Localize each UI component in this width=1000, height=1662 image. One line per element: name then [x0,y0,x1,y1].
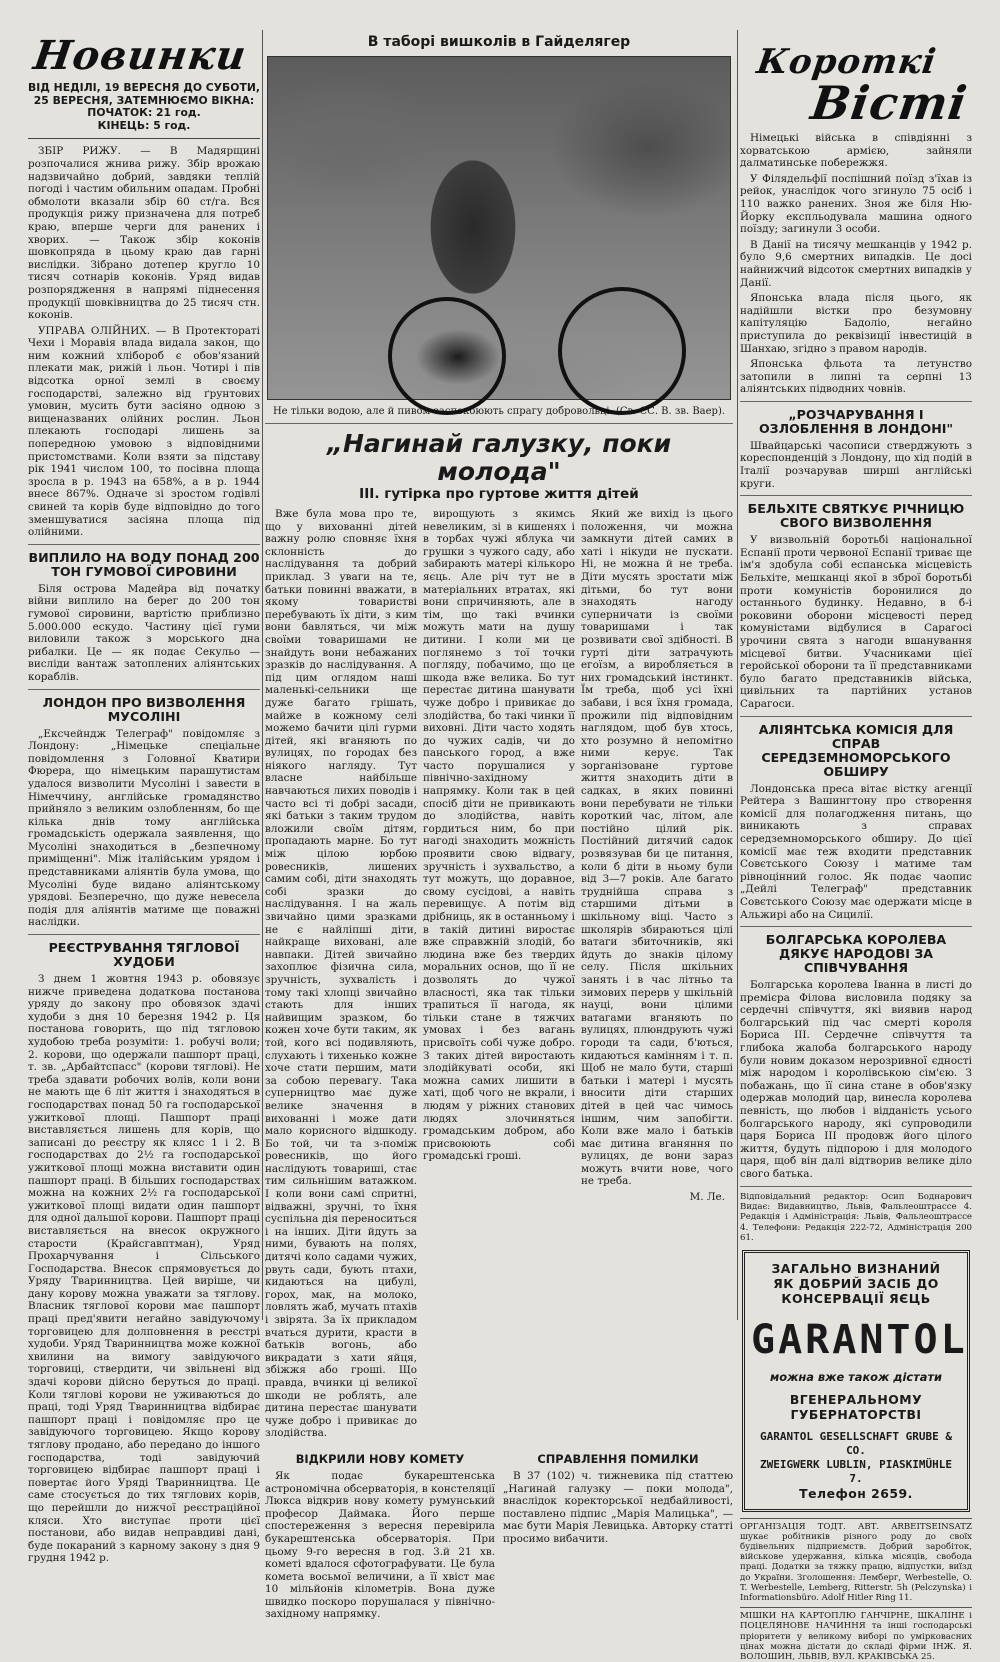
ad-line: КОНСЕРВАЦІЇ ЯЄЦЬ [781,1290,931,1306]
divider [28,544,260,545]
article-column-1 [265,508,417,1443]
headline-london-mussolini: ЛОНДОН ПРО ВИЗВОЛЕННЯ МУСОЛІНІ [42,694,246,724]
column-divider [737,30,738,1320]
blackout-end: КІНЕЦЬ: 5 год. [97,118,191,132]
headline-cattle-registration: РЕЄСТРУВАННЯ ТЯГЛОВОЇ ХУДОБИ [48,940,240,970]
headline-bulgarian-queen: БОЛГАРСЬКА КОРОЛЕВА ДЯКУЄ НАРОДОВІ ЗА СПІВЧУВАННЯ [765,932,947,976]
news-item: Німецькі війська в співдіянні з хорватською армією, зайняли далматинське побережжя. [740,132,972,170]
photo-title: В таборі вишколів в Гайделягер [367,34,631,50]
article-bulgarian-queen: Болгарська королева Іванна в листі до премієра Філова висловила подяку за сердечні співчуття, які виявив народ болгарський під час смерті короля Бориса III. Сердечне співчуття та глибока жалоба болгарського народу були новим доказом нерозривної єдності між народом і королівською сім'єю. З побажань, що її сина стане в обов'язку одержав молодий цар, винесла королева певність, що любов і відданість усього болгарського народу, які супроводили царя Бориса III продовж його цілого життя, будуть підпорою і для молодого царя, щоб він далі відтворив велике діло свого батька. [740,979,972,1180]
divider [740,401,972,402]
novynky-masthead: Новинки [30,32,250,79]
news-item: В Данії на тисячу мешканців у 1942 р. було 9,6 смертних випадків. Це досі найнижчий відсоток смертних випадків у Данії. [740,238,972,289]
main-subheadline: III. гутірка про гуртове життя дітей [359,486,639,502]
article-columns [265,508,733,1443]
bicycle-wheel [558,287,686,415]
divider [28,689,260,690]
article-column-2 [423,508,575,1443]
article-text: Який же вихід із цього положення, чи можна замкнути дітей самих в хаті і нікуди не пускати. Ні, не можна й не треба. Діти мусять зростати між дітьми, бо тут вони знаходять нагоду суперничати із своїми товаришами і так розвивати свої здібності. В гурті діти затрачують егоїзм, а виробляється в них громадський інстинкт. Їм треба, щоб усі їхні забави, і вся їхня громада, прожили під відповідним наглядом, щоб був хтось, хто розумно й непомітно ними керує. Так зорганізоване гуртове життя знаходить діти в садках, в яких повинні вони перебувати не тільки короткий час, літом, але постійно цілий рік. Постійний дитячий садок розвязував би це питання, коли б діти в ньому були від 3—7 років. Але багато труднійша справа з старшими дітьми в шкільному віці. Часто з школярів збираються цілі ватаги збиточників, які йдуть до знаків цілому селу. Після шкільних занять і в час літньо та зимових перерв у шкільній науці, вони цілими ватагами вганяють по вулицях, плюндрують чужі городи та сади, б'ються, кидаються камінням і т. п. Щоб не мало бути, старші батьки і матері і мусять вносити діти старших дітей в цей час чимось іншим, чим запобігти. Коли вже мало і батьків має дитина вганяння по вулицях, де вони зараз можуть вчити нове, чого не треба. [581,508,733,1188]
soldier-bicycle-photo [267,56,731,400]
news-item: Японська фльота та летунство затопили в липні та серпні 13 аліянтських підводних човнів. [740,358,972,396]
blackout-notice [28,82,260,139]
left-column [28,30,260,1565]
ad-line: ЗАГАЛЬНО ВИЗНАНИЙ [771,1260,941,1276]
correction-article [503,1447,733,1624]
column-divider [262,30,263,1320]
masthead-word-2: Вісті [807,76,971,130]
ad-phone: Телефон 2659. [799,1485,913,1501]
right-column [740,30,972,1662]
divider [740,716,972,717]
article-rice-harvest: ЗБІР РИЖУ. — В Мадярщині розпочалися жнива рижу. Збір врожаю надзвичайно добрий, завдяки теплій погоді і частим обильним опадам. Пробні обмолоти вказали збір 60 ст/га. Вся продукція рижу призначена для потреб краю, вперше черги для ранених і хворих. — Також збір коконів шовкопряда в цьому краю дав гарні вислідки. Зібрано дотепер кругло 10 тисяч сотнарів коконів. Уряд видав розпорядження в напрямі піднесення продукції шовківництва до 25 тисяч стн. коконів. [28,145,260,322]
middle-column [265,30,733,1621]
ad-brand-name: GARANTOL [751,1316,968,1363]
article-belchite: У визвольній боротьбі національної Еспанії проти червоної Еспанії триває ще ім'я здобула собі еспанська місцевість Бельхіте, мешканці якої в зброї боротьбі проти комуністів боронилися до останнього будинку. Недавно, в б-і роковини оборони місцевості перед комуністами відбулися в Сарагосі урочини свята з нагоди вшанування місцевої битви. Учасниками цієї геройської оборони та її представниками було багато представників війська, цивільних та партійних установ Сарагоси. [740,534,972,710]
divider [740,495,972,496]
photo-caption: Не тільки водою, але й пивом заспокоюють спрагу добровольці. (Св. СС. В. зв. Ваер). [272,406,726,417]
comet-article [265,1447,495,1624]
article-cattle-registration: З днем 1 жовтня 1943 р. обовязує нижче приведена додаткова постанова уряду до закону про обовязок здачі худоби з дня 10 березня 1942 р. Ця постанова говорить, що під тягловою худобою треба розуміти: 1. робучі воли; 2. корови, що одержали пашпорт праці, т. зв. „Арбайтспасс" (корови тяглові). Не треба здавати робочих волів, коли вони не мають ще 6 літ життя і знаходяться в господарствах понад 50 га господарської ужиткової площі. Пашпорт праці виставляється лишень для корів, що записані до реєстру як клясс 1 і 2. В господарствах до 2½ га господарської ужиткової площі можна виставити один пашпорт праці. В більших господарствах можна на кожних 2½ га господарської ужиткової площі видати один пашпорт для одної дальшої корови. Пашпорт праці виставляється на внесок окружного старости (Крайсгавптман), Уряд Прохарчування і Сільського Господарства. Внесок спрямовується до Уряду Тваринництва. Цей виріше, чи дану корову можна уважати за тяглову. Власник тяглової корови має пашпорт праці пред'явити негайно завідуючому торговицею для долповнення в реєстрі худоби. Уряд Тваринництва може кожної хвилини на вимогу завідуючого торговиці, ствердити, чи звільнені від здачі корови дійсно беруться до праці. Коли тяглові корови не уживаються до праці, тоді Уряд Тваринництва відбирає пашпорт праці і повідомляє про це завідуючого торговицею. Якщо корову тяглову продано, або передано до іншого господарства, тоді завідуючий торговицею відбирає пашпорт праці і повертає його Уряді Тваринництва. Це саме стосується до тих тяглових корів, що перейшли до нижчої реєстраційної кляси. Хто виступає проти цієї постанови, або видав неправдиві дані, буде покараний з карному закону з дня 9 грудня 1942 р. [28,973,260,1565]
article-comet: Як подає букарештенська астрономічна обсерваторія, в констеляції Люкса відкрив нову комету румунський професор Даймака. Його перше спостереження з вересня перевірила букарештенська обсерваторія. При цьому 9-го вересня в год. 3.й 21 хв. кометі вдалося сфотографувати. Це була комета восьмої величини, а її хвіст має 10 мільйонів кілометрів. Вона дуже швидко поскоро порушалася у північно-західному напрямку. [265,1469,495,1621]
editorial-imprint: Відповідальний редактор: Осип Боднарович Видає: Видавництво, Львів, Фальлеоштрассе 4. Редакція і Адміністрація: Львів, Фальлеоштрассе 4. Телефони: Редакція 222-72, Адміністрація 200 61. [740,1191,972,1244]
article-allied-commission: Лондонська преса вітає вістку агенції Рейтера з Вашингтону про створення комісії для полагодження питань, що виникають з справах середземноморського обширу. До цієї комісії має теж входити представник Совєтського Союзу і матиме там рівноцінний голос. Як подає чаопис „Дейлі Телеграф" представник Совєтського Союзу має одержати місце в Альжирі або на Сицилії. [740,782,972,921]
news-item: У Філядельфії поспішний поїзд з'їхав із рейок, унаслідок чого згинуло 75 осіб і 110 важко ранених. Зноя же біля Ню-Йорку експльодувала машина одного поїзду; загинули 3 особи. [740,172,972,236]
article-text: вирощують з якимсь невеликим, зі в кишенях і в торбах чужі яблука чи грушки з чужого саду, або забирають матері кількоро яєць. Але річ тут не в матеріальних втратах, які вони спричиняють, але в тім, що такі вчинки можуть мати на душу дитини. І коли ми це поглянемо з тої точки погляду, побачимо, що це шкода вже велика. Бо тут перестає дитина шанувати чуже добро і привикає до злодійства, бо такі чинки її виховні. Діти часто ходять до чужих садів, чи до панського город, а вже часто порушалися у північно-західному напрямку. Коли так в цей спосіб діти не привикають до злодійства, навіть гордиться ним, бо при нагоді знаходить можність проявити свою відвагу, зручність і зухвальство, а тут можуть, що доравное, свому сусідові, а навіть перевищує. А потім від дрібниць, як в останньому і в такій дитині виростає вже справжній злодій, бо людина вже без твердих моральних основ, що її не дозволять до чужої власності, яка так тільки трапиться її нагода, як тільки стане в тяжчих умовах і без вагань присвоїть собі чуже добро. З таких дітей виростають злодійкуваті особи, які можна самих лишити в хаті, щоб чого не вкрали, і людям у ріжних станових людях злочиняться громадським добром, або присвоюють собі громадські гроші. [423,508,575,1163]
bicycle-wheel [388,297,506,415]
blackout-dates: ВІД НЕДІЛІ, 19 ВЕРЕСНЯ ДО СУБОТИ, 25 ВЕРЕСНЯ, ЗАТЕМНЮЄМО ВІКНА: [28,81,260,107]
article-column-3 [581,508,733,1443]
article-correction: В 37 (102) ч. тижневика під статтею „Нагинай галузку — поки молода", внаслідок коректорської недбайливості, поставлено підпис „Марія Малицька", — має бути Марія Левицька. Авторку статті просимо вибачити. [503,1469,733,1545]
headline-correction: СПРАВЛЕННЯ ПОМИЛКИ [537,1451,699,1466]
ad-line: ГУБЕРНАТОРСТВІ [790,1406,922,1422]
short-news-masthead [748,42,978,130]
ad-line: ЯК ДОБРИЙ ЗАСІБ ДО [773,1275,939,1291]
divider [740,1186,972,1187]
garantol-advertisement [742,1250,970,1512]
ad-address: GARANTOL GESELLSCHAFT GRUBE & CO. [759,1429,953,1457]
headline-comet: ВІДКРИЛИ НОВУ КОМЕТУ [295,1451,465,1466]
article-oil-plants: УПРАВА ОЛІЙНИХ. — В Протектораті Чехи і Моравія влада видала закон, що ним кожний хлібороб є обов'язаний плекати мак, рижій і льон. Чотирі і пів відсотка орної землі в своєму господарстві, залежно від ґрунтових умовин, мусить бути засіяно одною з вищеназваних олійних рослин. Льон плекають господарі лишень за попередною умовою з відповідними пристомствами. Коли взяти за підставу рік 1941 числом 100, то посівна площа зросла в р. 1943 на 658%, а в р. 1944 внесе 867%. Одначе зі зростом годівлі свиней та корів буде відповідно до того зменшуватися засіяна площа під олійними. [28,324,260,539]
news-item: Японська влада після цього, як надійшли вістки про безумовну капітуляцію Бадоліо, негайно приступила до реквізиції інвестицій в Шанхаю, згідно з правом народів. [740,292,972,355]
article-rubber: Біля острова Мадейра від початку війни виплило на берег до 200 тон гумової сировини, вартістю приблизно 5.000.000 ескудо. Частину цієї гуми виловили також з морського дна рибалки. Це — як подає Секульо — висліди вантаж затоплених аліянтських кораблів. [28,582,260,683]
divider [740,926,972,927]
article-text: Вже була мова про те, що у вихованні дітей важну ролю сповняє їхня склонність до наслідування та добрий приклад. З уваги на те, батьки повинні вважати, в якому товаристві перебувають їх діти, з ким вони бавляться, чи між своїми товаришами не знайдуть вони небажаних зразків до наслідування. А під цим оглядом наші маленькі-сельники ще дуже багато грішать, майже в кожному селі можемо бачити цілі гурми дітей, які вганяють по вулицях, по городах без ніякого нагляду. Тут власне найбільше навчаються лихих поводів і часто всі ті добрі засади, які батьки з таким трудом вложили своїм дітям, пропадають марне. Бо тут між цілою юрбою ровесників, лишених самим собі, діти знаходять собі зразки до наслідування. І на жаль звичайно цими зразками не є найліпші діти, найкраще виховані, але навпаки. Дітей звичайно захоплює фізична сила, зручність, зухвалість і тому такі хлопці звичайно стають для інших найвищим зразком, бо кожен хоче бути таким, як той, кого всі подивляють, слухають і тихенько кожне хоче стати першим, мати за собою перевагу. Така суперництво має дуже велике значення в вихованні і може дати мало корисного відшкоду. Бо той, чи та з-поміж ровесників, що його наслідують товариші, стає тим сильнішим ватажком. І коли вони самі спритні, відважні, зручні, то їхня суспільна дія переноситься і на інших. Діти йдуть за ними, бувають на полях, дитячі коло садами чужих, рвуть сади, бують птахи, кидаються на цибулі, горох, мак, на молоко, ловлять жаб, мучать птахів і звірята. За їх прикладом вчаться дурити, красти в батьків вогонь, або викрадати з хати яйця, збіжжя або гроші. Що правда, вчинки ці великої шкоди не роблять, але дитина перестає шанувати чуже добро і привикає до злодійства. [265,508,417,1440]
headline-allied-commission: АЛІЯНТСЬКА КОМІСІЯ ДЛЯ СПРАВ СЕРЕДЗЕМНОМОРСЬКОГО ОБШИРУ [758,721,954,779]
masthead-word-1: Короткі [754,42,940,82]
ad-note: можна вже також дістати [769,1369,943,1384]
divider [265,423,733,424]
sacks-advertisement: МІШКИ НА КАРТОПЛЮ ГАНЧІРНЕ, ШКАЛІНЕ і ПОЦЕЛЯНОВЕ НАЧИННЯ та інші господарські пріоритети у великому виборі по умірковасних цінах можна дістати до складі фірми ІНЖ. Я. ВОЛОШИН, ЛЬВІВ, ВУЛ. КРАКІВСЬКА 25. [740,1607,972,1662]
ad-line: ВГЕНЕРАЛЬНОМУ [789,1391,923,1407]
headline-london-disappointment: „РОЗЧАРУВАННЯ І ОЗЛОБЛЕННЯ В ЛОНДОНІ" [758,406,954,436]
headline-belchite: БЕЛЬХІТЕ СВЯТКУЄ РІЧНИЦЮ СВОГО ВИЗВОЛЕННЯ [747,501,965,531]
bottom-articles [265,1447,733,1624]
blackout-start: ПОЧАТОК: 21 год. [87,106,201,120]
article-london-mussolini: „Ексчейндж Телеграф" повідомляє з Лондону: „Німецьке спеціальне повідомлення з Головної Кватири Фюрера, що німецьким парашутистам удалося визволити Мусоліні і завести в Німеччину, англійське громадянство прийняло з великим озлобленням, бо ще кілька днів тому англійська громадськість одержала заявлення, що Мусоліні знаходиться в „безпечному приміщенні". Між італійським урядом і представниками аліянтів була умова, що Мусоліні буде видано аліянтському урядові. Безперечно, що дуже невесела подія для аліянтів матиме ще поважні наслідки. [28,727,260,929]
divider [28,934,260,935]
article-signature: М. Ле. [689,1191,725,1204]
headline-rubber: ВИПЛИЛО НА ВОДУ ПОНАД 200 ТОН ГУМОВОЇ СИРОВИНИ [28,549,260,579]
article-london-disappointment: Швайцарські часописи стверджують з кореспонденцій з Лондону, що хід подій в Італії розчарував ширші англійські круги. [740,439,972,490]
ad-address: ZWEIGWERK LUBLIN, PIASKIMÜHLE 7. [759,1457,953,1485]
main-headline: „Нагинай галузку, поки молода" [326,429,672,486]
todt-advertisement: ОРГАНІЗАЦІЯ ТОДТ. АВТ. ARBEITSEINSATZ шукає робітників різного роду до своїх будівельних підприємств. Добрий заробіток, військове удержання, кілька місяців, свобода праці. Додатки за тяжку працю, відпустки, виїзд до України. Зголошення: Лемберг, Werbestelle, O. T. Werbestelle, Lemberg, Ritterstr. 5h (Pelczynska) i Informationsbüro. Adolf Hitler Ring 11. [740,1518,972,1604]
